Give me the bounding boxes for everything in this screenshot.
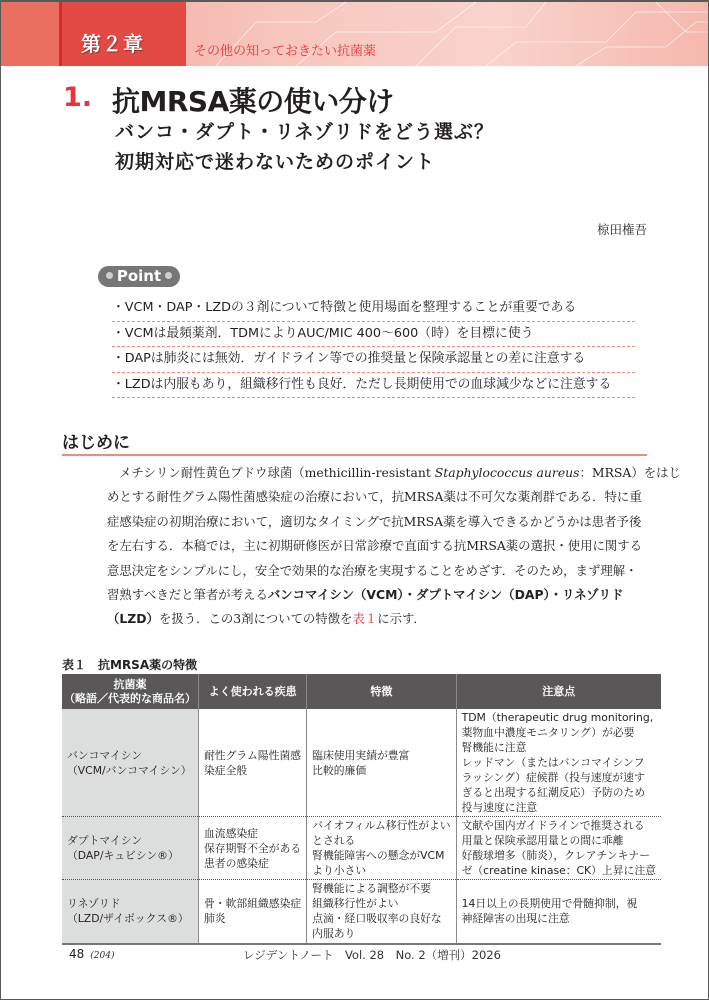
species-name: Staphylococcus aureus: [434, 465, 580, 480]
cell-drug: [62, 880, 199, 944]
cell-line: ぎると出現する紅潮反応）予防のため: [461, 786, 646, 799]
table-header-row: [62, 674, 661, 709]
cell-line: 肺炎: [204, 912, 226, 926]
article-title: 抗MRSA薬の使い分け: [112, 85, 394, 118]
intro-paragraph: [107, 461, 681, 632]
cell-line: より小さい: [312, 864, 367, 877]
cell-line: TDM（therapeutic drug monitoring,: [461, 711, 654, 724]
article-subtitle-line2: 初期対応で迷わないためのポイント: [115, 151, 436, 173]
author-name: 椋田権吾: [596, 222, 647, 237]
cell-line: ラッシング）症候群（投与速度が速す: [461, 771, 645, 784]
body-line: [107, 607, 647, 631]
cell-cautions: [456, 817, 661, 880]
header-text: 抗菌薬: [113, 677, 147, 691]
body-text-span: ：MRSA）をはじ: [579, 465, 681, 480]
table-caption: 表１ 抗MRSA薬の特徴: [62, 658, 198, 672]
header-cautions: 注意点: [456, 674, 661, 709]
cell-line: 臨床使用実績が豊富: [312, 748, 410, 762]
section-heading-intro: はじめに: [62, 433, 130, 453]
cell-line: とされる: [312, 834, 356, 847]
point-item: ・LZDは内服もあり，組織移行性も良好．ただし長期使用での血球減少などに注意する: [112, 373, 635, 399]
cell-line: 点滴・経口吸収率の良好な: [312, 912, 442, 926]
point-label: Point: [116, 267, 162, 285]
cell-line: レッドマン（またはバンコマイシンフ: [461, 756, 645, 769]
article-number: 1.: [63, 82, 93, 113]
header-text: （略語／代表的な商品名）: [64, 691, 196, 705]
cell-line: 14日以上の長期使用で骨髄抑制，視: [461, 897, 638, 911]
table-reference-link[interactable]: 表１: [352, 611, 378, 627]
cell-drug: [62, 817, 199, 880]
point-item: ・VCM・DAP・LZDの３剤について特徴と使用場面を整理することが重要である: [112, 296, 635, 322]
table-row: [62, 817, 661, 880]
drug-names-emphasis: バンコマイシン（VCM）・ダプトマイシン（DAP）・リネゾリド: [267, 587, 624, 603]
page-number-sub: (204): [90, 951, 115, 961]
cell-disease: [199, 880, 307, 944]
cell-line: 腎機能に注意: [461, 741, 527, 754]
cell-cautions: [456, 880, 661, 944]
chapter-banner: [1, 2, 708, 66]
cell-line: （DAP/キュビシン®）: [67, 849, 179, 862]
cell-line: 骨・軟部組織感染症: [204, 897, 302, 911]
header-drug: [62, 674, 199, 709]
cell-line: 血流感染症: [204, 826, 258, 840]
table-row: [62, 709, 661, 817]
cell-features: [307, 817, 456, 880]
cell-line: バンコマイシン: [67, 748, 143, 762]
body-line: [107, 583, 647, 607]
journal-info: レジデントノート Vol. 28 No. 2（増刊）2026: [243, 948, 501, 962]
cell-line: 好酸球増多（肺炎），クレアチンキナー: [461, 849, 650, 862]
cell-line: 保存期腎不全がある: [204, 841, 302, 855]
cell-drug: [62, 709, 199, 817]
cell-line: 患者の感染症: [204, 856, 269, 870]
point-badge: [98, 266, 180, 287]
header-disease: よく使われる疾患: [199, 674, 307, 709]
cell-line: 染症全般: [204, 763, 248, 777]
cell-disease: [199, 817, 307, 880]
page-number: [69, 947, 114, 961]
cell-line: 組織移行性がよい: [312, 897, 399, 911]
dot-icon: [165, 272, 172, 279]
cell-features: [307, 880, 456, 944]
cell-line: 文献や国内ガイドラインで推奨される: [461, 819, 645, 832]
cell-line: ゼ（creatine kinase：CK）上昇に注意: [461, 864, 656, 877]
cell-line: 用量と保険承認用量との間に乖離: [461, 834, 624, 847]
banner-left-block: [1, 2, 61, 66]
cell-line: 薬物血中濃度モニタリング）が必要: [461, 726, 635, 739]
section-rule: [62, 454, 647, 456]
chapter-subtitle: その他の知っておきたい抗菌薬: [194, 44, 377, 59]
header-features: 特徴: [307, 674, 456, 709]
page-number-text: 48: [69, 947, 85, 961]
point-item: ・DAPは肺炎には無効．ガイドライン等での推奨量と保険承認量との差に注意する: [112, 347, 635, 373]
dot-icon: [106, 272, 113, 279]
cell-line: 比較的廉価: [312, 763, 367, 777]
cell-line: 腎機能障害への懸念がVCM: [312, 849, 445, 862]
chapter-label: 第２章: [81, 32, 144, 56]
cell-line: 内服あり: [312, 927, 356, 941]
cell-line: バイオフィルム移行性がよい: [312, 819, 451, 832]
cell-line: 神経障害の出現に注意: [461, 912, 570, 926]
body-text-span: メチシリン耐性黄色ブドウ球菌（methicillin-resistant: [119, 465, 435, 480]
body-line: 症感染症の初期治療において，適切なタイミングで抗MRSA薬を導入できるかどうかは患者予後: [107, 513, 642, 529]
article-subtitle-line1: バンコ・ダプト・リネゾリドをどう選ぶ？: [115, 121, 495, 143]
cell-line: 腎機能による調整が不要: [312, 882, 431, 896]
body-text-span: を扱う．この3剤についての特徴を: [158, 611, 353, 627]
body-text-span: に示す．: [377, 611, 426, 627]
drug-table: [62, 674, 661, 945]
cell-line: 投与速度に注意: [461, 801, 538, 814]
cell-line: ダプトマイシン: [67, 834, 143, 847]
body-text-span: 習熟すべきだと筆者が考える: [107, 587, 268, 603]
body-line: めとする耐性グラム陽性菌感染症の治療において，抗MRSA薬は不可欠な薬剤群である．特に重: [107, 489, 642, 505]
table-row: [62, 880, 661, 944]
point-list: [112, 296, 635, 398]
cell-line: （LZD/ザイボックス®）: [67, 912, 189, 926]
body-line: 意思決定をシンプルにし，安全で効果的な治療を実現することをめざす．そのため，まず理解・: [107, 562, 638, 578]
point-item: ・VCMは最頻薬剤．TDMによりAUC/MIC 400～600（時）を目標に使う: [112, 322, 635, 348]
body-line: を左右する．本稿では，主に初期研修医が日常診療で直面する抗MRSA薬の選択・使用に関する: [107, 538, 643, 554]
drug-names-emphasis: （LZD）: [107, 611, 159, 627]
cell-cautions: [456, 709, 661, 817]
cell-features: [307, 709, 456, 817]
cell-line: リネゾリド: [67, 897, 121, 911]
body-line: [107, 461, 681, 485]
cell-line: （VCM/バンコマイシン）: [67, 763, 192, 777]
cell-line: 耐性グラム陽性菌感: [204, 748, 302, 762]
cell-disease: [199, 709, 307, 817]
